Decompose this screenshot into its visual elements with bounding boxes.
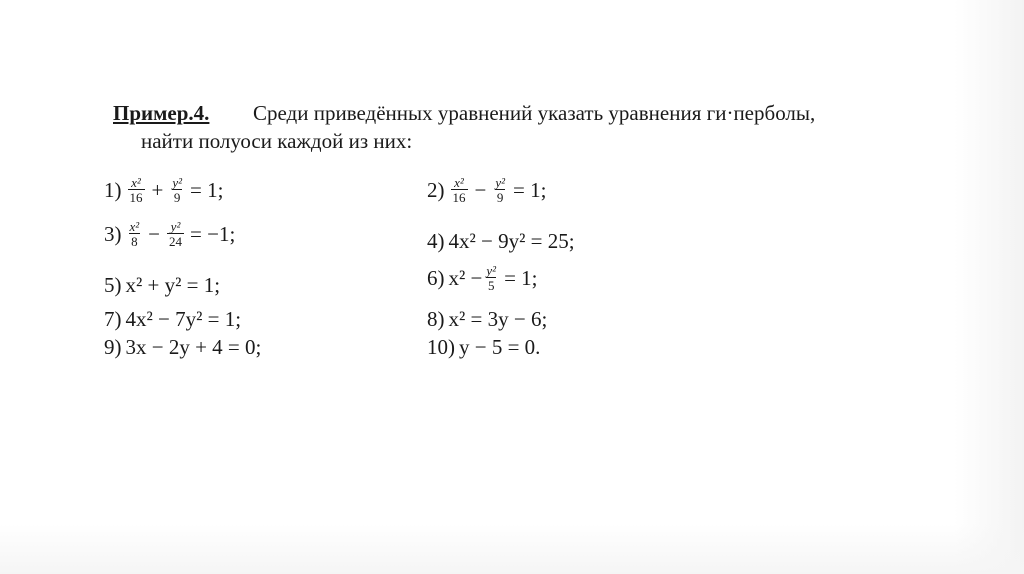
equation-number: 5) bbox=[104, 273, 122, 297]
slide-edge-shadow bbox=[954, 0, 1024, 574]
slide-bottom-shadow bbox=[0, 524, 1024, 574]
fraction-denominator: 16 bbox=[452, 190, 466, 205]
fraction-numerator: x² bbox=[129, 219, 140, 234]
equation-body: 4x² − 7y² = 1; bbox=[125, 307, 242, 331]
equation-number: 3) bbox=[104, 221, 122, 246]
fraction-numerator: y² bbox=[495, 175, 506, 190]
fraction-numerator: x² bbox=[454, 175, 464, 190]
equation-10 bbox=[427, 335, 540, 360]
operator: − bbox=[474, 177, 487, 202]
fraction-numerator: y² bbox=[172, 175, 183, 190]
equation-4 bbox=[427, 229, 575, 254]
equation-rhs: = 1; bbox=[190, 177, 224, 202]
equation-1 bbox=[104, 176, 223, 204]
equation-2 bbox=[427, 176, 546, 204]
task-text-line1: Среди приведённых уравнений указать уравнения ги·перболы, bbox=[253, 101, 816, 125]
equation-3 bbox=[104, 220, 235, 248]
equation-term: x² − bbox=[448, 265, 483, 290]
equation-5 bbox=[104, 273, 220, 298]
equation-body: 4x² − 9y² = 25; bbox=[448, 229, 575, 253]
equation-8 bbox=[427, 307, 547, 332]
operator: + bbox=[151, 177, 164, 202]
equation-body: y − 5 = 0. bbox=[459, 335, 541, 359]
equation-rhs: = 1; bbox=[504, 265, 538, 290]
equation-number: 6) bbox=[427, 265, 445, 290]
equation-7 bbox=[104, 307, 241, 332]
fraction bbox=[493, 176, 507, 204]
fraction bbox=[128, 220, 142, 248]
fraction bbox=[451, 176, 468, 204]
fraction bbox=[484, 264, 498, 292]
equation-6 bbox=[427, 264, 538, 292]
fraction-denominator: 16 bbox=[129, 190, 143, 205]
example-label: Пример.4. bbox=[113, 101, 210, 125]
equation-rhs: = −1; bbox=[190, 221, 236, 246]
fraction-denominator: 5 bbox=[487, 278, 495, 293]
equation-body: x² + y² = 1; bbox=[125, 273, 221, 297]
equation-number: 4) bbox=[427, 229, 445, 253]
fraction-numerator: y² bbox=[486, 263, 497, 278]
fraction bbox=[167, 220, 184, 248]
equation-rhs: = 1; bbox=[513, 177, 547, 202]
fraction-numerator: y² bbox=[170, 219, 181, 234]
equation-number: 7) bbox=[104, 307, 122, 331]
fraction-denominator: 24 bbox=[169, 234, 183, 249]
equation-body: 3x − 2y + 4 = 0; bbox=[125, 335, 262, 359]
equation-number: 10) bbox=[427, 335, 455, 359]
equation-number: 9) bbox=[104, 335, 122, 359]
fraction-denominator: 8 bbox=[131, 234, 138, 249]
equation-number: 1) bbox=[104, 177, 122, 202]
fraction-denominator: 9 bbox=[173, 190, 181, 205]
fraction bbox=[170, 176, 184, 204]
fraction-denominator: 9 bbox=[496, 190, 504, 205]
equation-body: x² = 3y − 6; bbox=[448, 307, 548, 331]
equation-9 bbox=[104, 335, 261, 360]
fraction-numerator: x² bbox=[131, 175, 141, 190]
task-text-line2: найти полуоси каждой из них: bbox=[141, 129, 413, 153]
fraction bbox=[128, 176, 145, 204]
equation-number: 2) bbox=[427, 177, 445, 202]
equation-number: 8) bbox=[427, 307, 445, 331]
operator: − bbox=[148, 221, 161, 246]
